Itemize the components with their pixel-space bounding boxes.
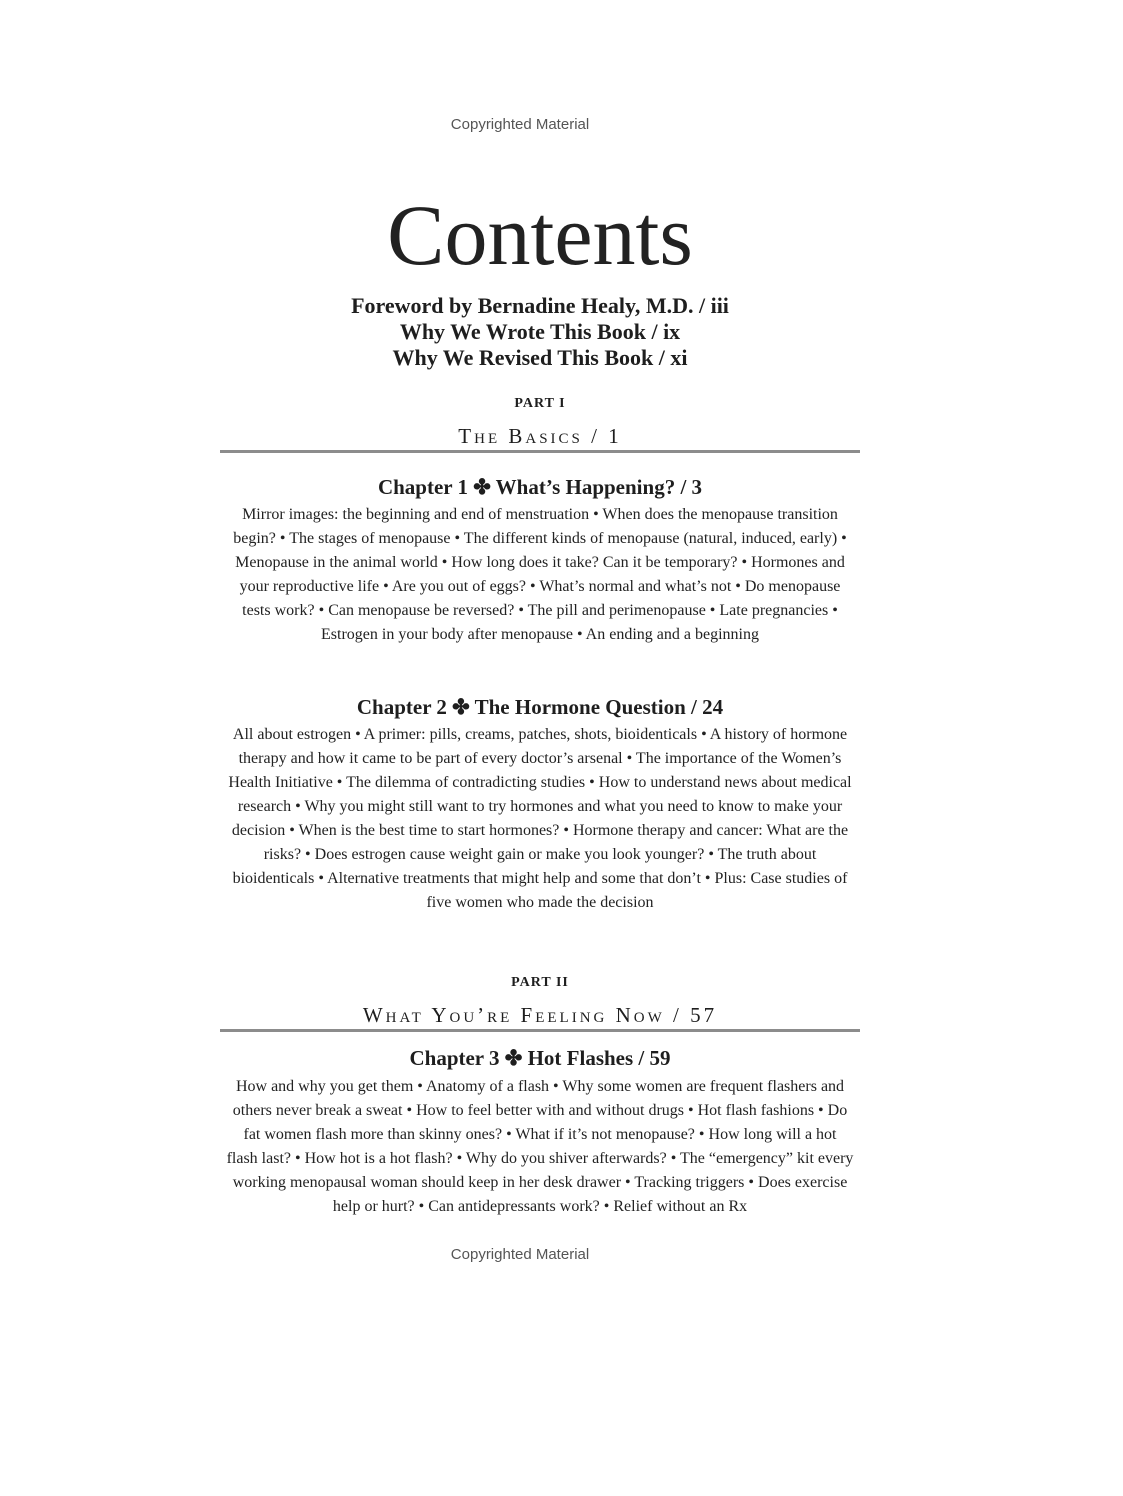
front-matter-why-revised: Why We Revised This Book / xi [392,345,688,370]
chapter-1-title: Chapter 1 ✤ What’s Happening? / 3 [377,475,703,499]
copyright-notice-bottom: Copyrighted Material [450,1246,590,1263]
page-title: Contents [387,187,693,283]
front-matter-list [220,293,860,371]
part-1-label: PART I [514,396,566,411]
chapter-3-title: Chapter 3 ✤ Hot Flashes / 59 [409,1046,671,1070]
part-1-title: The Basics / 1 [458,424,622,448]
part-1-divider [220,450,860,453]
copyright-notice-top: Copyrighted Material [450,116,590,133]
part-2-label: PART II [511,975,569,990]
chapter-3-description: How and why you get them • Anatomy of a flash • Why some women are frequent flashers and others never break a sweat • How to feel better with and without drugs • Hot flash fashions • Do fat women flash more than skinny ones? • What if it’s not menopause? • How long will a hot flash last? • How hot is a hot flash? • Why do you shiver afterwards? • The “emergency” kit every working menopausal woman should keep in her desk drawer • Tracking triggers • Does exercise help or hurt? • Can antidepressants work? • Relief without an Rx [226,1078,854,1215]
part-2-title: What You’re Feeling Now / 57 [362,1003,718,1027]
front-matter-why-wrote: Why We Wrote This Book / ix [399,319,681,344]
chapter-1-description: Mirror images: the beginning and end of menstruation • When does the menopause transition begin? • The stages of menopause • The different kinds of menopause (natural, induced, early) • Menopause in the animal world • How long does it take? Can it be temporary? • Hormones and your reproductive life • Are you out of eggs? • What’s normal and what’s not • Do menopause tests work? • Can menopause be reversed? • The pill and perimenopause • Late pregnancies • Estrogen in your body after menopause • An ending and a beginning [233,506,847,643]
part-2-divider [220,1029,860,1032]
front-matter-foreword: Foreword by Bernadine Healy, M.D. / iii [351,293,729,318]
chapter-2-description: All about estrogen • A primer: pills, creams, patches, shots, bioidenticals • A history of hormone therapy and how it came to be part of every doctor’s arsenal • The importance of the Women’s Health Initiative • The dilemma of contradicting studies • How to understand news about medical research • Why you might still want to try hormones and what you need to know to make your decision • When is the best time to start hormones? • Hormone therapy and cancer: What are the risks? • Does estrogen cause weight gain or make you look younger? • The truth about bioidenticals • Alternative treatments that might help and some that don’t • Plus: Case studies of five women who made the decision [228,726,852,911]
chapter-2-title: Chapter 2 ✤ The Hormone Question / 24 [356,695,724,719]
